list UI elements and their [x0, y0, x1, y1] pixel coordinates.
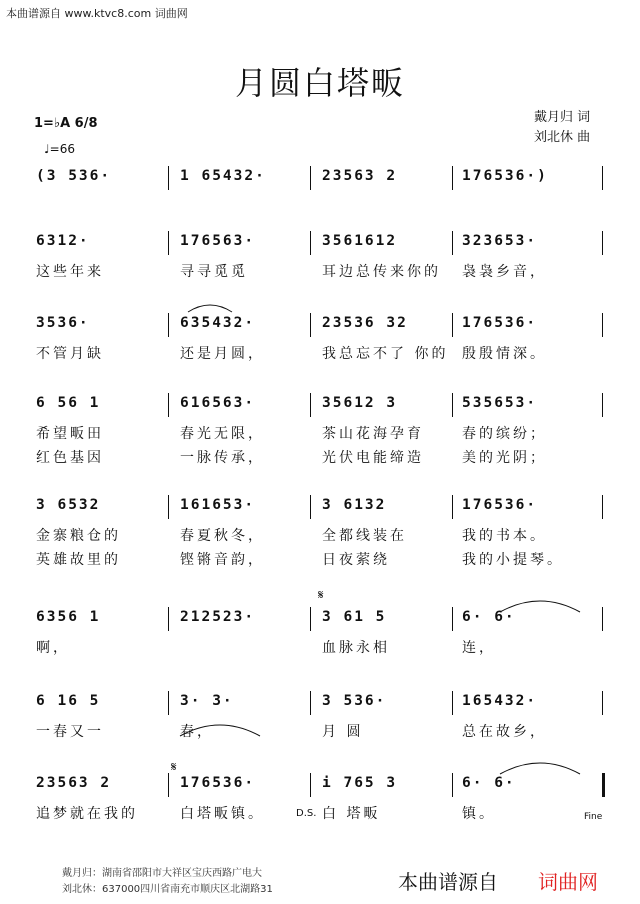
lyric-text: 春的缤纷； [462, 426, 547, 442]
bar-line [452, 393, 453, 417]
bar-line [168, 607, 169, 631]
bar-line [310, 773, 311, 797]
measure-notes: 212523· [180, 609, 256, 625]
lyric-text: 血脉永相 [322, 640, 390, 656]
measure-notes: 176536· [462, 497, 538, 513]
bar-line [452, 231, 453, 255]
ds-mark: D.S. [296, 808, 317, 819]
lyric-text: 我的书本。 [462, 528, 547, 544]
bar-line [310, 231, 311, 255]
bar-line [168, 691, 169, 715]
measure-notes: 165432· [462, 693, 538, 709]
measure-notes: 161653· [180, 497, 256, 513]
bar-line [602, 773, 605, 797]
lyric-text: 春， [180, 724, 214, 740]
lyric-text: 镇。 [462, 806, 496, 822]
bar-line [310, 313, 311, 337]
lyric-text: 连， [462, 640, 496, 656]
lyric-text: 月 圆 [322, 724, 364, 740]
lyric-text: 铿锵音韵， [180, 552, 265, 568]
measure-notes: 3 61 5 [322, 609, 387, 625]
segno-sign-lower: 𝄋 [171, 760, 177, 775]
measure-notes: 616563· [180, 395, 256, 411]
lyric-text: 美的光阴； [462, 450, 547, 466]
segno-sign: 𝄋 [318, 588, 324, 603]
footer-address-1: 戴月归：湖南省邵阳市大祥区宝庆西路广电大 [62, 868, 262, 879]
measure-notes: 6356 1 [36, 609, 101, 625]
measure-notes: 323653· [462, 233, 538, 249]
lyric-text: 我的小提琴。 [462, 552, 564, 568]
bar-line [310, 495, 311, 519]
bar-line [452, 773, 453, 797]
measure-notes: 35612 3 [322, 395, 398, 411]
measure-notes: 635432· [180, 315, 256, 331]
bar-line [602, 166, 603, 190]
lyric-text: 我总忘不了 你的 [322, 346, 449, 362]
measure-notes: 6 16 5 [36, 693, 101, 709]
brand-link[interactable]: 词曲网 [538, 870, 598, 894]
lyric-text: 光伏电能缔造 [322, 450, 424, 466]
page-title: 月圆白塔畈 [234, 64, 405, 102]
bar-line [310, 166, 311, 190]
measure-notes: 176536·) [462, 168, 548, 184]
measure-notes: 6 56 1 [36, 395, 101, 411]
bar-line [452, 313, 453, 337]
lyric-text: 春夏秋冬， [180, 528, 265, 544]
measure-notes: 176563· [180, 233, 256, 249]
brand-text: 本曲谱源自 [398, 870, 498, 894]
bar-line [602, 691, 603, 715]
lyric-text: 这些年来 [36, 264, 104, 280]
composer-credit: 刘北休 曲 [534, 130, 591, 145]
bar-line [310, 607, 311, 631]
lyric-text: 英雄故里的 [36, 552, 121, 568]
bar-line [452, 495, 453, 519]
bar-line [452, 166, 453, 190]
bar-line [168, 393, 169, 417]
lyric-text: 追梦就在我的 [36, 806, 138, 822]
bar-line [168, 166, 169, 190]
lyric-text: 总在故乡， [462, 724, 547, 740]
key-signature: 1=♭A 6/8 [34, 116, 98, 131]
measure-notes: 535653· [462, 395, 538, 411]
measure-notes: i 765 3 [322, 775, 398, 791]
measure-notes: 3· 3· [180, 693, 234, 709]
site-header: 本曲谱源自 www.ktvc8.com 词曲网 [6, 7, 188, 20]
lyric-text: 红色基因 [36, 450, 104, 466]
measure-notes: 23563 2 [322, 168, 398, 184]
lyric-text: 白塔畈镇。 [180, 806, 265, 822]
bar-line [602, 231, 603, 255]
footer-address-2: 刘北休：637000四川省南充市顺庆区北湖路31 [62, 884, 273, 895]
bar-line [168, 495, 169, 519]
measure-notes: 1 65432· [180, 168, 266, 184]
bar-line [310, 691, 311, 715]
measure-notes: 23563 2 [36, 775, 112, 791]
bar-line [452, 691, 453, 715]
measure-notes: 176536· [180, 775, 256, 791]
bar-line [452, 607, 453, 631]
measure-notes: (3 536· [36, 168, 112, 184]
lyric-text: 一脉传承， [180, 450, 265, 466]
bar-line [168, 773, 169, 797]
measure-notes: 23536 32 [322, 315, 408, 331]
lyric-text: 不管月缺 [36, 346, 104, 362]
measure-notes: 6312· [36, 233, 90, 249]
measure-notes: 3561612 [322, 233, 398, 249]
lyric-text: 寻寻觅觅 [180, 264, 248, 280]
lyric-text: 茶山花海孕育 [322, 426, 424, 442]
lyric-text: 白 塔畈 [322, 806, 381, 822]
lyric-text: 啊， [36, 640, 70, 656]
lyric-text: 全都线装在 [322, 528, 407, 544]
measure-notes: 6· 6· [462, 609, 516, 625]
fine-mark: Fine [584, 812, 603, 822]
lyric-text: 金寨粮仓的 [36, 528, 121, 544]
measure-notes: 3536· [36, 315, 90, 331]
bar-line [602, 495, 603, 519]
lyric-text: 一春又一 [36, 724, 104, 740]
lyric-text: 希望畈田 [36, 426, 104, 442]
lyric-text: 还是月圆， [180, 346, 265, 362]
measure-notes: 6· 6· [462, 775, 516, 791]
tempo-mark: ♩=66 [44, 142, 75, 156]
lyricist-credit: 戴月归 词 [534, 110, 591, 125]
bar-line [168, 313, 169, 337]
lyric-text: 袅袅乡音， [462, 264, 547, 280]
measure-notes: 3 6532 [36, 497, 101, 513]
bar-line [602, 393, 603, 417]
lyric-text: 春光无限， [180, 426, 265, 442]
lyric-text: 日夜萦绕 [322, 552, 390, 568]
measure-notes: 3 6132 [322, 497, 387, 513]
bar-line [602, 607, 603, 631]
measure-notes: 3 536· [322, 693, 387, 709]
bar-line [168, 231, 169, 255]
bar-line [310, 393, 311, 417]
lyric-text: 殷殷情深。 [462, 346, 547, 362]
measure-notes: 176536· [462, 315, 538, 331]
lyric-text: 耳边总传来你的 [322, 264, 441, 280]
bar-line [602, 313, 603, 337]
